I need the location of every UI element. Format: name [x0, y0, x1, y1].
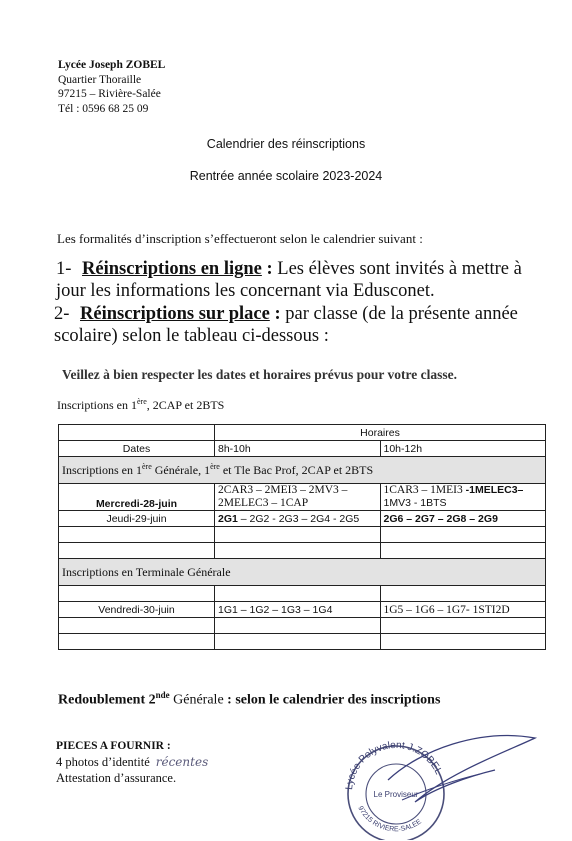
note-part: Inscriptions en 1	[57, 398, 137, 412]
note-part: , 2CAP et 2BTS	[146, 398, 225, 412]
table-cell	[380, 527, 546, 543]
date-cell: Vendredi-30-juin	[59, 602, 215, 618]
note-part: Redoublement 2	[58, 692, 156, 708]
morning-classes: 1G1 – 1G2 – 1G3 – 1G4	[215, 602, 381, 618]
section-part: Générale, 1	[151, 463, 211, 477]
horaires-header: Horaires	[215, 425, 546, 441]
table-row	[59, 484, 546, 511]
table-row	[59, 511, 546, 527]
table-cell	[380, 543, 546, 559]
classes-part: 1MV3 - 1BTS	[383, 497, 447, 509]
phone-number: Tél : 0596 68 25 09	[58, 102, 149, 115]
official-stamp	[330, 710, 550, 840]
midday-header: 10h-12h	[380, 441, 546, 457]
classes-part: 2G1	[218, 512, 238, 525]
documents-item: Attestation d’assurance.	[56, 771, 177, 785]
table-row	[59, 441, 546, 457]
item-separator: :	[269, 304, 286, 324]
table-cell	[380, 586, 546, 602]
documents-text: 4 photos d’identité	[56, 755, 150, 769]
section-title-premiere	[59, 457, 546, 484]
table-row	[59, 618, 546, 634]
school-header	[58, 58, 165, 116]
note-part: : selon le calendrier des inscriptions	[223, 692, 441, 708]
document-title: Calendrier des réinscriptions	[206, 137, 366, 151]
table-cell	[215, 543, 381, 559]
item-onsite	[54, 303, 538, 347]
note-superscript: nde	[155, 690, 170, 700]
table-cell	[59, 527, 215, 543]
midday-classes	[380, 484, 546, 511]
table-cell	[380, 634, 546, 650]
table-row	[59, 527, 546, 543]
classes-part: – 2G2 - 2G3 – 2G4 - 2G5	[237, 512, 360, 525]
section-row	[59, 457, 546, 484]
table-row	[59, 634, 546, 650]
midday-classes: 1G5 – 1G6 – 1G7- 1STI2D	[380, 602, 546, 618]
table-cell	[59, 586, 215, 602]
table-cell	[59, 618, 215, 634]
morning-classes	[215, 511, 381, 527]
note-superscript: ère	[137, 397, 147, 406]
section-part: Inscriptions en 1	[62, 463, 142, 477]
redoublement-note	[58, 690, 440, 709]
note-part: Générale	[169, 692, 224, 708]
table-cell	[59, 425, 215, 441]
classes-part: 1CAR3 – 1MEI3	[383, 484, 466, 496]
item-number: 1-	[56, 259, 72, 279]
address-line-1: Quartier Thoraille	[58, 73, 142, 86]
classes-part: -1MELEC3–	[465, 484, 524, 496]
table-cell	[380, 618, 546, 634]
item-separator: :	[261, 259, 278, 279]
school-name: Lycée Joseph ZOBEL	[58, 59, 166, 71]
table-cell	[59, 543, 215, 559]
address-line-2: 97215 – Rivière-Salée	[58, 88, 161, 101]
stamp-center-text: Le Proviseur	[373, 790, 419, 799]
section-part: et Tle Bac Prof, 2CAP et 2BTS	[219, 463, 374, 477]
documents-item	[56, 754, 208, 770]
documents-label: PIECES A FOURNIR :	[56, 740, 171, 752]
stamp-bottom-text: 97215 RIVIERE-SALEE	[356, 805, 423, 834]
inscriptions-note	[57, 397, 224, 413]
document-subtitle: Rentrée année scolaire 2023-2024	[189, 169, 383, 183]
morning-classes: 2CAR3 – 2MEI3 – 2MV3 – 2MELEC3 – 1CAP	[215, 484, 381, 511]
item-number: 2-	[54, 304, 70, 324]
stamp-top-text: Lycée Polyvalent J.ZOBEL	[344, 739, 444, 791]
intro-text: Les formalités d’inscription s’effectueront selon le calendrier suivant :	[57, 231, 423, 246]
date-cell: Mercredi-28-juin	[59, 484, 215, 511]
section-title-terminale: Inscriptions en Terminale Générale	[59, 559, 546, 586]
table-cell	[215, 634, 381, 650]
documents-required	[56, 738, 208, 786]
table-row	[59, 586, 546, 602]
item-heading: Réinscriptions sur place	[80, 304, 270, 324]
table-cell	[215, 586, 381, 602]
item-text: par classe (de la présente année scolaire) selon le tableau ci-dessous :	[54, 304, 518, 346]
table-cell	[59, 634, 215, 650]
date-cell: Jeudi-29-juin	[59, 511, 215, 527]
respect-note: Veillez à bien respecter les dates et horaires prévus pour votre classe.	[62, 367, 457, 382]
table-cell	[215, 527, 381, 543]
item-text: Les élèves sont invités à mettre à jour les informations les concernant via Edusconet.	[56, 259, 522, 301]
schedule-table	[58, 424, 546, 650]
section-superscript: ère	[142, 462, 152, 471]
table-row	[59, 425, 546, 441]
item-online	[56, 258, 538, 302]
table-row	[59, 602, 546, 618]
handwritten-annotation: récentes	[155, 755, 209, 769]
item-heading: Réinscriptions en ligne	[82, 259, 262, 279]
table-cell	[215, 618, 381, 634]
section-superscript: ère	[210, 462, 220, 471]
section-row	[59, 559, 546, 586]
midday-classes: 2G6 – 2G7 – 2G8 – 2G9	[380, 511, 546, 527]
dates-header: Dates	[59, 441, 215, 457]
morning-header: 8h-10h	[215, 441, 381, 457]
table-row	[59, 543, 546, 559]
